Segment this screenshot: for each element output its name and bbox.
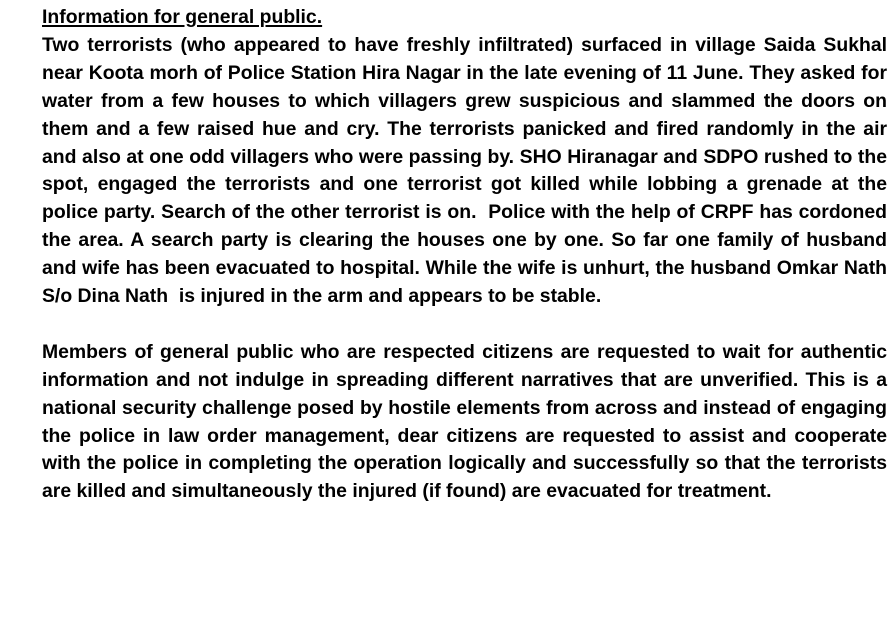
paragraph-incident-report: Two terrorists (who appeared to have freshly infiltrated) surfaced in village Saida Sukhal near Koota morh of Police Station Hira Nagar in the late evening of 11 June. They asked for water from a few houses to which villagers grew suspicious and slammed the doors on them and a few raised hue and cry. The terrorists panicked and fired randomly in the air and also at one odd villagers who were passing by. SHO Hiranagar and SDPO rushed to the spot, engaged the terrorists and one terrorist got killed while lobbing a grenade at the police party. Search of the other terrorist is on. Police with the help of CRPF has cordoned the area. A search party is clearing the houses one by one. So far one family of husband and wife has been evacuated to hospital. While the wife is unhurt, the husband Omkar Nath S/o Dina Nath is injured in the arm and appears to be stable. xyxy=(42,33,887,308)
document-heading: Information for general public. xyxy=(42,6,323,28)
paragraph-public-appeal: Members of general public who are respected citizens are requested to wait for authentic information and not indulge in spreading different narratives that are unverified. This is a national security challenge posed by hostile elements from across and instead of engaging the police in law order management, dear citizens are requested to assist and cooperate with the police in completing the operation logically and successfully so that the terrorists are killed and simultaneously the injured (if found) are evacuated for treatment. xyxy=(42,340,887,503)
document-body xyxy=(42,4,887,506)
